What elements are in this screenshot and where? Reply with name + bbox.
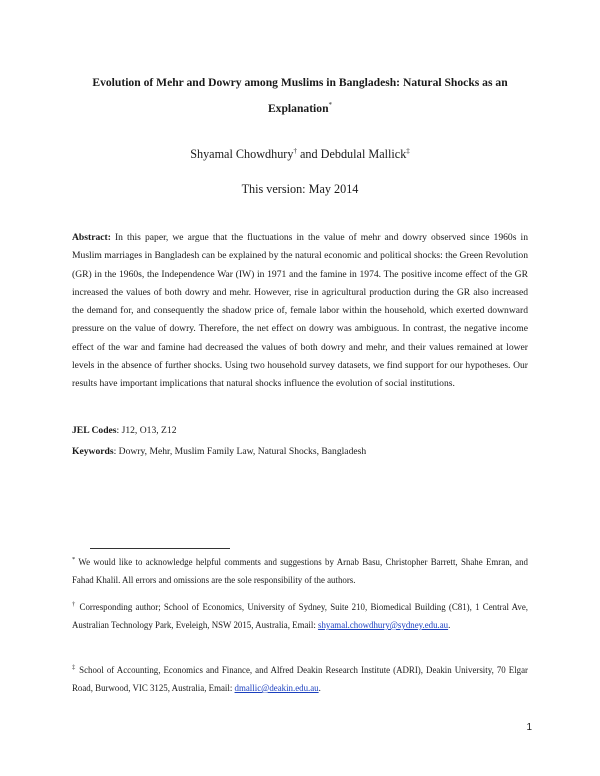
keywords-values: : Dowry, Mehr, Muslim Family Law, Natural Shocks, Bangladesh	[113, 446, 367, 457]
footnote-corresponding-author	[72, 596, 528, 634]
footnote-acknowledgement	[72, 551, 528, 589]
email-link-mallick[interactable]: dmallic@deakin.edu.au	[234, 682, 319, 693]
title-text: Evolution of Mehr and Dowry among Muslims in Bangladesh: Natural Shocks as an Explanation	[92, 76, 508, 115]
author-2: Debdulal Mallick	[320, 147, 407, 162]
keywords	[72, 444, 528, 460]
jel-values: : J12, O13, Z12	[116, 425, 177, 436]
email-link-chowdhury[interactable]: shyamal.chowdhury@sydney.edu.au	[318, 619, 449, 630]
version-date: This version: May 2014	[241, 182, 359, 196]
footnote-2-end: .	[448, 619, 451, 630]
keywords-label: Keywords	[72, 446, 114, 457]
author-separator: and	[296, 147, 321, 162]
footnote-3-end: .	[318, 682, 321, 693]
footnote-3-text: School of Accounting, Economics and Finance, and Alfred Deakin Research Institute (ADRI), Deakin University, 70 Elgar Road, Burwood, VIC 3125, Australia, Email:	[72, 664, 529, 693]
page-number: 1	[526, 722, 532, 733]
footnote-second-author	[72, 659, 528, 697]
abstract	[72, 229, 528, 394]
jel-label: JEL Codes	[72, 425, 117, 436]
jel-codes	[72, 423, 528, 439]
footnote-1-text: We would like to acknowledge helpful comments and suggestions by Arnab Basu, Christopher Barrett, Shahe Emran, and Fahad Khalil. All errors and omissions are the sole responsibility of the authors.	[72, 556, 528, 585]
abstract-text: In this paper, we argue that the fluctuations in the value of mehr and dowry observed since 1960s in Muslim marriages in Bangladesh can be explained by the natural economic and political shocks: the Green Revolution (GR) in the 1960s, the Independence War (IW) in 1971 and the famine in 1974. The positive income effect of the GR increased the values of both dowry and mehr. However, rise in agricultural production during the GR also increased the demand for, and consequently the shadow price of, female labor within the household, which exerted downward pressure on the value of dowry. Therefore, the net effect on dowry was ambiguous. In contrast, the negative income effect of the war and famine had decreased the values of both dowry and mehr, and their values remained at lower levels in the absence of further shocks. Using two household survey datasets, we find support for our hypotheses. Our results have important implications that natural shocks influence the evolution of social institutions.	[72, 232, 528, 390]
footnote-3-marker: ‡	[72, 664, 77, 671]
footnote-divider	[90, 548, 230, 549]
abstract-label: Abstract:	[72, 232, 111, 243]
author-2-footnote-marker: ‡	[406, 147, 410, 155]
author-1-footnote-marker: †	[293, 147, 297, 155]
footnote-1-marker: *	[72, 556, 76, 563]
paper-title	[72, 72, 528, 120]
author-line	[72, 143, 528, 162]
title-footnote-marker: *	[328, 101, 333, 109]
footnote-2-text: Corresponding author; School of Economics, University of Sydney, Suite 210, Biomedical Building (C81), 1 Central Ave, Australian Technology Park, Eveleigh, NSW 2015, Australia, Email:	[72, 601, 529, 630]
author-1: Shyamal Chowdhury	[190, 147, 294, 162]
footnote-2-marker: †	[72, 601, 77, 608]
